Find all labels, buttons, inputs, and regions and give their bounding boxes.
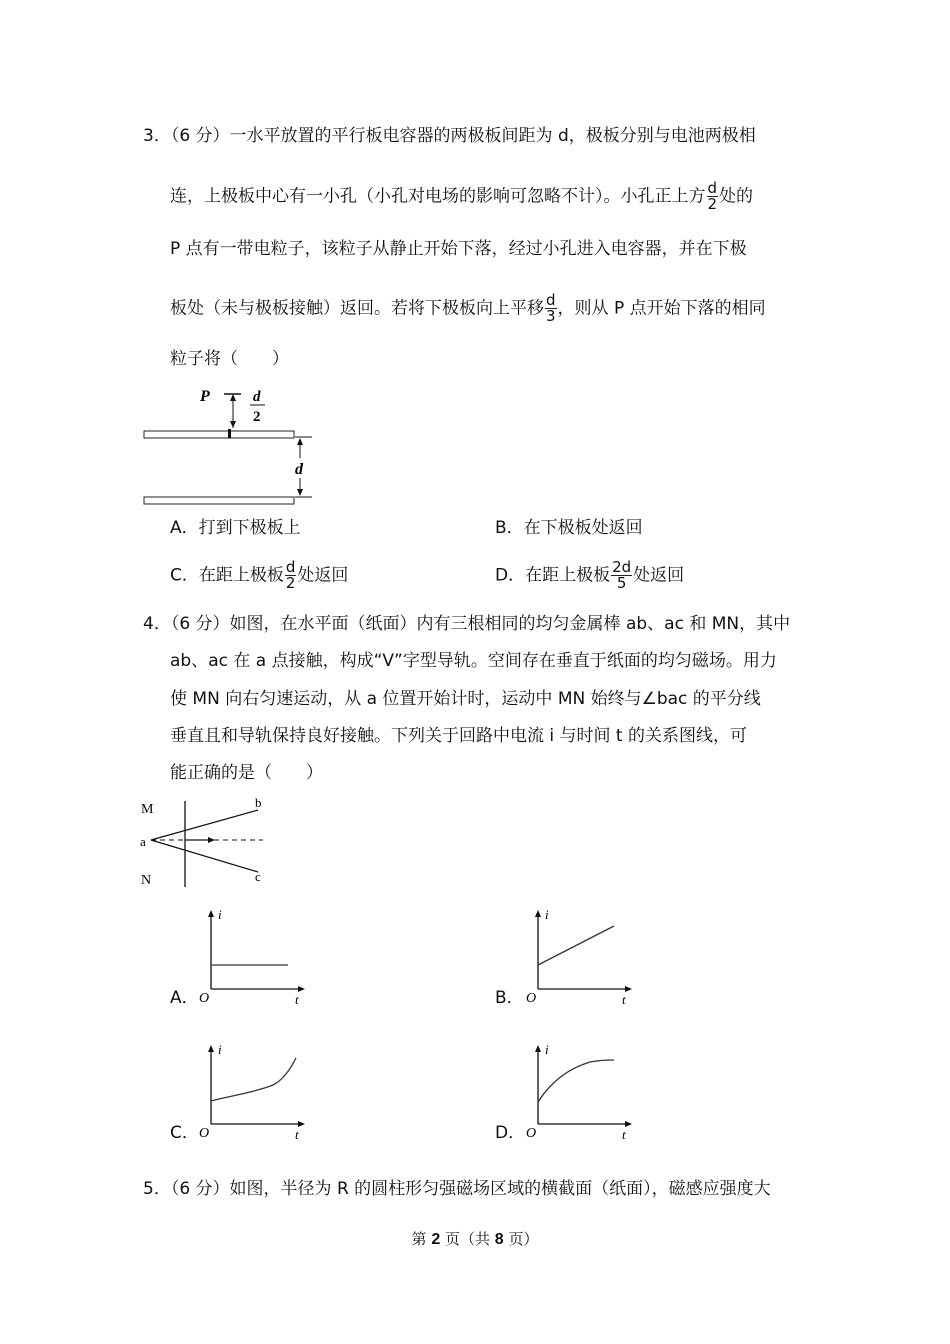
axis-i: i <box>545 1042 549 1057</box>
v-rail-figure <box>138 795 278 890</box>
graph-a <box>195 905 315 1005</box>
q3-line-2-a: 连，上极板中心有一小孔（小孔对电场的影响可忽略不计）。小孔正上方 <box>170 186 706 207</box>
origin: O <box>526 1126 537 1140</box>
graph-b <box>522 905 642 1005</box>
axis-i: i <box>218 1042 222 1057</box>
footer-mid: 页（共 <box>440 1230 495 1248</box>
q4-line-1: 4．（6 分）如图，在水平面（纸面）内有三根相同的均匀金属棒 ab、ac 和 MN，其中 <box>143 614 791 634</box>
q4-line-2: ab、ac 在 a 点接触，构成“V”字型导轨。空间存在垂直于纸面的均匀磁场。用力 <box>170 651 777 671</box>
page-footer <box>0 1228 950 1249</box>
axis-t: t <box>295 992 299 1005</box>
q3-option-c-text: C．在距上极板 <box>170 565 284 586</box>
axis-i: i <box>218 907 222 922</box>
q4-line-3: 使 MN 向右匀速运动，从 a 位置开始计时，运动中 MN 始终与∠bac 的平分线 <box>170 689 761 709</box>
q4-option-b-label: B． <box>495 988 524 1008</box>
lower-plate <box>144 497 294 504</box>
q4-option-d-label: D． <box>495 1123 526 1143</box>
page-total: 8 <box>494 1231 504 1248</box>
label-d-gap: d <box>295 461 303 478</box>
q3-line-2 <box>170 181 753 212</box>
fraction-d: $\frac{2d}{5}$ <box>612 558 632 592</box>
q4-line-5: 能正确的是（ ） <box>170 763 323 783</box>
capacitor-figure <box>140 380 320 510</box>
label-m: M <box>141 802 154 817</box>
fraction-c: $\frac{d}{2}$ <box>285 558 296 592</box>
graph-c <box>195 1040 315 1140</box>
arrow-right-icon <box>208 837 215 843</box>
rail-ab <box>151 810 258 840</box>
footer-post: 页） <box>503 1230 539 1248</box>
q3-line-2-b: 处的 <box>719 186 754 207</box>
q3-line-1: 3．（6 分）一水平放置的平行板电容器的两极板间距为 d，极板分别与电池两极相 <box>143 126 756 146</box>
q3-line-4 <box>170 293 766 324</box>
label-b: b <box>255 795 262 810</box>
axis-t: t <box>295 1127 299 1140</box>
origin: O <box>199 1126 210 1140</box>
q3-option-b: B．在下极板处返回 <box>495 518 643 538</box>
q3-line-3: P 点有一带电粒子，该粒子从静止开始下落，经过小孔进入电容器，并在下极 <box>170 239 747 259</box>
axis-t: t <box>622 1127 626 1140</box>
q4-option-a-label: A． <box>170 988 199 1008</box>
footer-pre: 第 <box>411 1230 432 1248</box>
q5-line-1: 5．（6 分）如图，半径为 R 的圆柱形匀强磁场区域的横截面（纸面），磁感应强度大 <box>143 1179 771 1199</box>
label-p: P <box>200 388 210 405</box>
fraction-d-over-2: $\frac{d}{2}$ <box>707 179 718 213</box>
q3-option-d-text: D．在距上极板 <box>495 565 611 586</box>
rail-ac <box>151 840 258 872</box>
q3-option-d-suffix: 处返回 <box>633 565 685 586</box>
upper-plate <box>144 431 294 438</box>
q4-line-4: 垂直且和导轨保持良好接触。下列关于回路中电流 i 与时间 t 的关系图线，可 <box>170 726 748 746</box>
q3-option-c-suffix: 处返回 <box>297 565 349 586</box>
origin: O <box>526 991 537 1005</box>
curve-d <box>538 1060 614 1102</box>
q3-line-4-a: 板处（未与极板接触）返回。若将下极板向上平移 <box>170 298 544 319</box>
fraction-d-over-3: $\frac{d}{3}$ <box>546 291 556 325</box>
q3-option-c <box>170 560 348 591</box>
label-n: N <box>141 873 152 888</box>
q3-line-5: 粒子将（ ） <box>170 349 289 369</box>
q3-option-d <box>495 560 684 591</box>
graph-d <box>522 1040 642 1140</box>
axis-i: i <box>545 907 549 922</box>
q4-option-c-label: C． <box>170 1123 199 1143</box>
label-d-num: d <box>253 389 261 405</box>
q3-line-4-b: ，则从 P 点开始下落的相同 <box>557 298 766 319</box>
curve-b <box>538 926 614 965</box>
q3-option-a: A．打到下极板上 <box>170 518 301 538</box>
curve-c <box>211 1058 296 1101</box>
label-d-den: 2 <box>253 409 261 425</box>
origin: O <box>199 991 210 1005</box>
axis-t: t <box>622 992 626 1005</box>
page-number: 2 <box>431 1231 441 1248</box>
label-c: c <box>255 869 261 884</box>
label-a: a <box>140 834 146 849</box>
